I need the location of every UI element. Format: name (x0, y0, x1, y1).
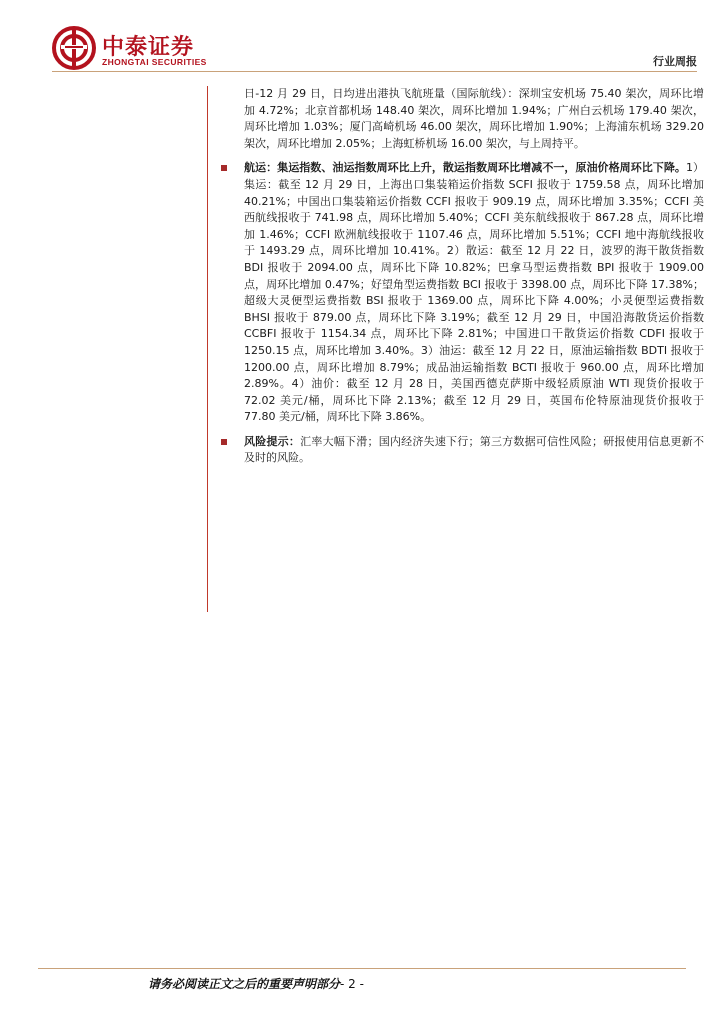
risk-heading: 风险提示： (244, 434, 301, 448)
paragraph-shipping (244, 160, 704, 426)
footer-divider (38, 968, 686, 969)
risk-text: 汇率大幅下滑；国内经济失速下行；第三方数据可信性风险；研报使用信息更新不及时的风险。 (244, 434, 704, 465)
logo-chinese-name: 中泰证券 (102, 35, 195, 60)
page-footer (148, 975, 364, 992)
footer-disclaimer: 请务必阅读正文之后的重要声明部分 (148, 977, 341, 991)
paragraph-aviation-cont: 日-12 月 29 日，日均进出港执飞航班量（国际航线）：深圳宝安机场 75.40 架次，周环比增加 4.72%；北京首都机场 148.40 架次，周环比增加 1.94%；广州白云机场 179.40 架次，周环比增加 1.03%；厦门高崎机场 46.00 架次，周环比增加 1.90%；上海浦东机场 329.20 架次，周环比增加 2.05%；上海虹桥机场 16.00 架次，与上周持平。 (244, 87, 704, 150)
report-body (244, 86, 704, 475)
report-type-label: 行业周报 (653, 55, 697, 68)
page-number: - 2 - (340, 977, 364, 991)
logo-english-name: ZHONGTAI SECURITIES (102, 57, 207, 67)
shipping-text: 1）集运：截至 12 月 29 日，上海出口集装箱运价指数 SCFI 报收于 1759.58 点，周环比增加 40.21%；中国出口集装箱运价指数 CCFI 报收于 909.19 点，周环比增加 3.35%；CCFI 美西航线报收于 741.98 点，周环比增加 5.40%；CCFI 美东航线报收于 867.28 点，周环比增加 1.46%；CCFI 欧洲航线报收于 1107.46 点，周环比增加 5.51%；CCFI 地中海航线报收于 1493.29 点，周环比增加 10.41%。2）散运：截至 12 月 22 日，波罗的海干散货指数 BDI 报收于 2094.00 点，周环比下降 10.82%；巴拿马型运费指数 BPI 报收于 1909.00 点，周环比增加 0.47%；好望角型运费指数 BCI 报收于 3398.00 点，周环比下降 17.38%；超级大灵便型运费指数 BSI 报收于 1369.00 点，周环比下降 4.00%；小灵便型运费指数 BHSI 报收于 879.00 点，周环比下降 3.19%；截至 12 月 29 日，中国沿海散货运价指数 CCBFI 报收于 1154.34 点，周环比下降 2.81%；中国进口干散货运价指数 CDFI 报收于 1250.15 点，周环比增加 3.40%。3）油运：截至 12 月 22 日，原油运输指数 BDTI 报收于 1200.00 点，周环比增加 8.79%；成品油运输指数 BCTI 报收于 960.00 点，周环比增加 2.89%。4）油价：截至 12 月 28 日，美国西德克萨斯中级轻质原油 WTI 现货价报收于 72.02 美元/桶，周环比下降 2.13%；截至 12 月 29 日，英国布伦特原油现货价报收于 77.80 美元/桶，周环比下降 3.86%。 (244, 161, 705, 424)
shipping-heading: 航运：集运指数、油运指数周环比上升，散运指数周环比增减不一，原油价格周环比下降。 (244, 161, 686, 175)
margin-rule (207, 86, 208, 612)
paragraph-risk (244, 434, 704, 467)
zhongtai-logo-icon (52, 26, 96, 70)
header-divider (52, 71, 697, 72)
company-logo (52, 26, 222, 70)
